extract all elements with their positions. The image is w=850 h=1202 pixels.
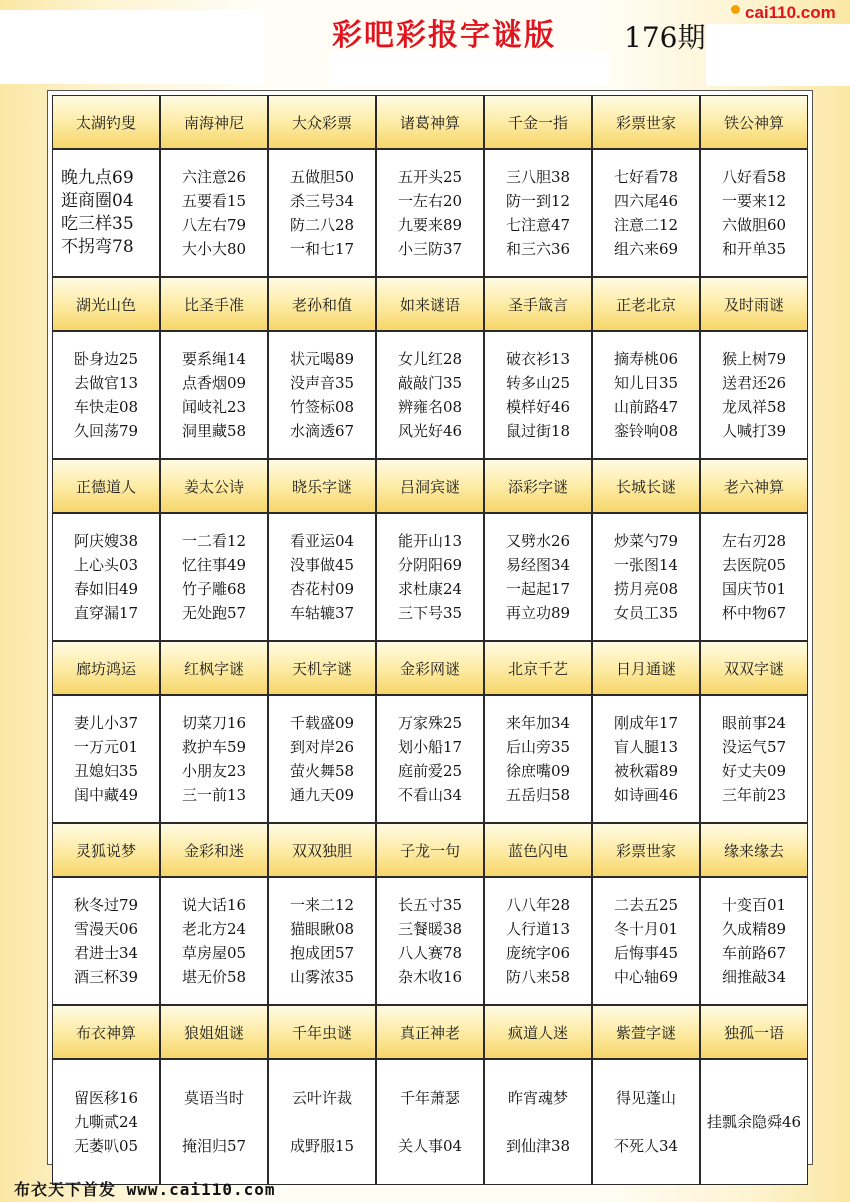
- footer-text: 布衣天下首发 www.cai110.com: [14, 1180, 276, 1199]
- riddle-cell: [700, 877, 808, 1005]
- riddle-line: 龙凤祥58: [721, 398, 787, 416]
- riddle-line: 君进士34: [73, 944, 139, 962]
- riddle-cell: [700, 1059, 808, 1185]
- riddle-line: 鼠过街18: [505, 422, 571, 440]
- riddle-line: 无处跑57: [181, 604, 247, 622]
- riddle-line: 转多山25: [505, 374, 571, 392]
- riddle-line: 杯中物67: [721, 604, 787, 622]
- riddle-line: 左右刃28: [721, 532, 787, 550]
- column-header: 添彩字谜: [484, 459, 592, 513]
- riddle-line: 小朋友23: [181, 762, 247, 780]
- column-header: 千年虫谜: [268, 1005, 376, 1059]
- riddle-line: 雪漫天06: [73, 920, 139, 938]
- riddle-line: 没声音35: [289, 374, 355, 392]
- riddle-line: 十变百01: [721, 896, 787, 914]
- riddle-cell: [160, 877, 268, 1005]
- riddle-line: 庭前爱25: [397, 762, 463, 780]
- riddle-line: 辨雍名08: [397, 398, 463, 416]
- riddle-cell: [592, 513, 700, 641]
- column-header: 老孙和值: [268, 277, 376, 331]
- riddle-line: [320, 1110, 325, 1134]
- riddle-line: 妻儿小37: [73, 714, 139, 732]
- riddle-line: 被秋霜89: [613, 762, 679, 780]
- riddle-line: 八左右79: [181, 216, 247, 234]
- riddle-cell: [700, 331, 808, 459]
- riddle-line: 三八胆38: [505, 168, 571, 186]
- riddle-line: 求杜康24: [397, 580, 463, 598]
- riddle-line: 一和七17: [289, 240, 355, 258]
- riddle-line: 冬十月01: [613, 920, 679, 938]
- white-patch-right: [706, 24, 850, 86]
- riddle-line: 去做官13: [73, 374, 139, 392]
- riddle-line: 车快走08: [73, 398, 139, 416]
- riddle-line: 直穿漏17: [73, 604, 139, 622]
- riddle-cell: [268, 1059, 376, 1185]
- riddle-line: 到对岸26: [289, 738, 355, 756]
- riddle-cell: [160, 149, 268, 277]
- riddle-cell: [592, 877, 700, 1005]
- riddle-line: 细推敲34: [721, 968, 787, 986]
- column-header: 大众彩票: [268, 95, 376, 149]
- riddle-line: 模样好46: [505, 398, 571, 416]
- riddle-line: [536, 1110, 541, 1134]
- riddle-line: 八人赛78: [397, 944, 463, 962]
- column-header: 彩票世家: [592, 823, 700, 877]
- riddle-line: 忆往事49: [181, 556, 247, 574]
- riddle-cell: [376, 513, 484, 641]
- riddle-line: 一二看12: [181, 532, 247, 550]
- riddle-line: 三年前23: [721, 786, 787, 804]
- riddle-line: 盲人腿13: [613, 738, 679, 756]
- column-header: 北京千艺: [484, 641, 592, 695]
- riddle-line: 千年萧瑟: [399, 1089, 460, 1107]
- riddle-cell: [268, 331, 376, 459]
- riddle-line: 如诗画46: [613, 786, 679, 804]
- column-header: 老六神算: [700, 459, 808, 513]
- riddle-cell: [268, 149, 376, 277]
- riddle-line: 不拐弯78: [61, 237, 134, 257]
- riddle-cell: [376, 149, 484, 277]
- riddle-line: 八好看58: [721, 168, 787, 186]
- column-header: 金彩和迷: [160, 823, 268, 877]
- riddle-cell: [592, 149, 700, 277]
- riddle-grid: [52, 95, 808, 1185]
- riddle-line: 敲敲门35: [397, 374, 463, 392]
- riddle-line: 猴上树79: [721, 350, 787, 368]
- riddle-line: 云叶许裁: [291, 1089, 352, 1107]
- riddle-line: 莫语当时: [183, 1089, 244, 1107]
- riddle-line: 万家殊25: [397, 714, 463, 732]
- column-header: 彩票世家: [592, 95, 700, 149]
- riddle-cell: [484, 695, 592, 823]
- riddle-line: 没运气57: [721, 738, 787, 756]
- riddle-line: 五要看15: [181, 192, 247, 210]
- column-header: 紫萱字谜: [592, 1005, 700, 1059]
- riddle-line: 大小大80: [181, 240, 247, 258]
- riddle-line: 二去五25: [613, 896, 679, 914]
- riddle-line: 一左右20: [397, 192, 463, 210]
- riddle-line: 说大话16: [181, 896, 247, 914]
- riddle-line: [428, 1110, 433, 1134]
- riddle-line: 又劈水26: [505, 532, 571, 550]
- column-header: 金彩网谜: [376, 641, 484, 695]
- riddle-line: 六注意26: [181, 168, 247, 186]
- riddle-cell: [700, 695, 808, 823]
- column-header: 及时雨谜: [700, 277, 808, 331]
- riddle-line: 春如旧49: [73, 580, 139, 598]
- column-header: 真正神老: [376, 1005, 484, 1059]
- riddle-line: 掩泪归57: [181, 1137, 247, 1155]
- column-header: 廊坊鸿运: [52, 641, 160, 695]
- riddle-line: 逛商圈04: [61, 191, 134, 211]
- riddle-line: 挂瓢余隐舜46: [706, 1113, 802, 1131]
- riddle-line: 国庆节01: [721, 580, 787, 598]
- riddle-cell: [52, 1059, 160, 1185]
- column-header: 双双字谜: [700, 641, 808, 695]
- column-header: 布衣神算: [52, 1005, 160, 1059]
- riddle-line: 去医院05: [721, 556, 787, 574]
- column-header: 吕洞宾谜: [376, 459, 484, 513]
- riddle-line: 防八来58: [505, 968, 571, 986]
- riddle-line: 萤火舞58: [289, 762, 355, 780]
- riddle-cell: [160, 1059, 268, 1185]
- riddle-line: 杏花村09: [289, 580, 355, 598]
- column-header: 灵狐说梦: [52, 823, 160, 877]
- riddle-line: 知儿日35: [613, 374, 679, 392]
- riddle-line: 八八年28: [505, 896, 571, 914]
- column-header: 双双独胆: [268, 823, 376, 877]
- riddle-line: 銮铃响08: [613, 422, 679, 440]
- riddle-line: 刚成年17: [613, 714, 679, 732]
- riddle-line: 能开山13: [397, 532, 463, 550]
- riddle-line: 女儿红28: [397, 350, 463, 368]
- riddle-line: 阿庆嫂38: [73, 532, 139, 550]
- riddle-line: 堪无价58: [181, 968, 247, 986]
- riddle-line: 抱成团57: [289, 944, 355, 962]
- riddle-line: 摘寿桃06: [613, 350, 679, 368]
- riddle-line: 老北方24: [181, 920, 247, 938]
- riddle-line: 三下号35: [397, 604, 463, 622]
- riddle-line: 留医移16: [73, 1089, 139, 1107]
- riddle-line: 山雾浓35: [289, 968, 355, 986]
- riddle-cell: [268, 513, 376, 641]
- riddle-cell: [376, 331, 484, 459]
- riddle-line: 七注意47: [505, 216, 571, 234]
- page-title: 彩吧彩报字谜版: [332, 18, 556, 53]
- riddle-line: 得见蓬山: [615, 1089, 676, 1107]
- riddle-line: 车前路67: [721, 944, 787, 962]
- riddle-line: 一要来12: [721, 192, 787, 210]
- riddle-line: 状元喝89: [289, 350, 355, 368]
- riddle-line: 千载盛09: [289, 714, 355, 732]
- riddle-cell: [376, 1059, 484, 1185]
- riddle-line: 划小船17: [397, 738, 463, 756]
- riddle-cell: [52, 877, 160, 1005]
- column-header: 独孤一语: [700, 1005, 808, 1059]
- riddle-line: 成野服15: [289, 1137, 355, 1155]
- riddle-line: 炒菜勺79: [613, 532, 679, 550]
- column-header: 缘来缘去: [700, 823, 808, 877]
- riddle-line: 无萎叭05: [73, 1137, 139, 1155]
- riddle-line: 猫眼瞅08: [289, 920, 355, 938]
- column-header: 千金一指: [484, 95, 592, 149]
- riddle-line: 送君还26: [721, 374, 787, 392]
- riddle-line: 四六尾46: [613, 192, 679, 210]
- riddle-line: 到仙津38: [505, 1137, 571, 1155]
- riddle-cell: [52, 331, 160, 459]
- riddle-line: 来年加34: [505, 714, 571, 732]
- riddle-line: 水滴透67: [289, 422, 355, 440]
- white-patch-center: [330, 52, 610, 86]
- riddle-line: 中心轴69: [613, 968, 679, 986]
- column-header: 天机字谜: [268, 641, 376, 695]
- riddle-line: 山前路47: [613, 398, 679, 416]
- riddle-line: 昨宵魂梦: [507, 1089, 568, 1107]
- riddle-line: 一来二12: [289, 896, 355, 914]
- riddle-line: 九嘶贰24: [73, 1113, 139, 1131]
- riddle-line: 通九天09: [289, 786, 355, 804]
- riddle-line: 救护车59: [181, 738, 247, 756]
- riddle-line: 七好看78: [613, 168, 679, 186]
- riddle-line: 好丈夫09: [721, 762, 787, 780]
- riddle-line: 车轱辘37: [289, 604, 355, 622]
- column-header: 南海神尼: [160, 95, 268, 149]
- riddle-cell: [484, 513, 592, 641]
- riddle-table: [47, 90, 813, 1165]
- riddle-line: 五做胆50: [289, 168, 355, 186]
- riddle-line: 不看山34: [397, 786, 463, 804]
- riddle-line: 易经图34: [505, 556, 571, 574]
- riddle-cell: [52, 149, 160, 277]
- riddle-line: 和三六36: [505, 240, 571, 258]
- column-header: 正老北京: [592, 277, 700, 331]
- riddle-line: 三餐暖38: [397, 920, 463, 938]
- site-name: cai110.com: [745, 3, 836, 22]
- site-logo-icon: [731, 5, 740, 14]
- column-header: 长城长谜: [592, 459, 700, 513]
- column-header: 红枫字谜: [160, 641, 268, 695]
- riddle-line: 九要来89: [397, 216, 463, 234]
- column-header: 湖光山色: [52, 277, 160, 331]
- riddle-line: 丑媳妇35: [73, 762, 139, 780]
- riddle-line: 注意二12: [613, 216, 679, 234]
- riddle-line: 一万元01: [73, 738, 139, 756]
- riddle-line: 看亚运04: [289, 532, 355, 550]
- riddle-line: 长五寸35: [397, 896, 463, 914]
- riddle-line: 杂木收16: [397, 968, 463, 986]
- riddle-line: 久成精89: [721, 920, 787, 938]
- column-header: 正德道人: [52, 459, 160, 513]
- riddle-cell: [484, 1059, 592, 1185]
- riddle-line: 破衣衫13: [505, 350, 571, 368]
- riddle-line: 分阴阳69: [397, 556, 463, 574]
- riddle-line: 眼前事24: [721, 714, 787, 732]
- riddle-line: 秋冬过79: [73, 896, 139, 914]
- column-header: 圣手箴言: [484, 277, 592, 331]
- column-header: 狼姐姐谜: [160, 1005, 268, 1059]
- riddle-line: 捞月亮08: [613, 580, 679, 598]
- riddle-cell: [592, 331, 700, 459]
- riddle-cell: [52, 695, 160, 823]
- riddle-line: 吃三样35: [61, 214, 134, 234]
- riddle-line: 后山旁35: [505, 738, 571, 756]
- column-header: 日月通谜: [592, 641, 700, 695]
- riddle-line: 没事做45: [289, 556, 355, 574]
- white-patch-left: [0, 10, 264, 84]
- riddle-cell: [700, 149, 808, 277]
- riddle-line: 要系绳14: [181, 350, 247, 368]
- column-header: 疯道人迷: [484, 1005, 592, 1059]
- riddle-line: 关人事04: [397, 1137, 463, 1155]
- riddle-cell: [484, 149, 592, 277]
- riddle-line: 竹签标08: [289, 398, 355, 416]
- riddle-line: 上心头03: [73, 556, 139, 574]
- riddle-line: 一张图14: [613, 556, 679, 574]
- riddle-line: 闻岐礼23: [181, 398, 247, 416]
- riddle-line: 徐庶嘴09: [505, 762, 571, 780]
- riddle-line: 六做胆60: [721, 216, 787, 234]
- riddle-line: 洞里藏58: [181, 422, 247, 440]
- column-header: 蓝色闪电: [484, 823, 592, 877]
- column-header: 姜太公诗: [160, 459, 268, 513]
- riddle-cell: [160, 513, 268, 641]
- riddle-line: 风光好46: [397, 422, 463, 440]
- riddle-cell: [268, 695, 376, 823]
- riddle-line: 杀三号34: [289, 192, 355, 210]
- riddle-cell: [484, 331, 592, 459]
- riddle-line: 五开头25: [397, 168, 463, 186]
- riddle-line: 竹子雕68: [181, 580, 247, 598]
- riddle-line: 防一到12: [505, 192, 571, 210]
- riddle-line: [644, 1110, 649, 1134]
- issue-number: 176期: [624, 21, 706, 54]
- column-header: 子龙一句: [376, 823, 484, 877]
- riddle-line: 小三防37: [397, 240, 463, 258]
- riddle-line: 和开单35: [721, 240, 787, 258]
- riddle-cell: [376, 877, 484, 1005]
- riddle-cell: [700, 513, 808, 641]
- riddle-line: 晚九点69: [61, 168, 134, 188]
- riddle-line: 久回荡79: [73, 422, 139, 440]
- riddle-cell: [592, 1059, 700, 1185]
- column-header: 晓乐字谜: [268, 459, 376, 513]
- riddle-cell: [160, 331, 268, 459]
- riddle-cell: [268, 877, 376, 1005]
- riddle-line: 酒三杯39: [73, 968, 139, 986]
- riddle-line: 草房屋05: [181, 944, 247, 962]
- riddle-line: 再立功89: [505, 604, 571, 622]
- riddle-line: 后悔事45: [613, 944, 679, 962]
- column-header: 太湖钓叟: [52, 95, 160, 149]
- riddle-line: 卧身边25: [73, 350, 139, 368]
- column-header: 诸葛神算: [376, 95, 484, 149]
- riddle-cell: [376, 695, 484, 823]
- riddle-line: 一起起17: [505, 580, 571, 598]
- riddle-cell: [484, 877, 592, 1005]
- column-header: 比圣手准: [160, 277, 268, 331]
- riddle-line: 人喊打39: [721, 422, 787, 440]
- riddle-line: 庞统字06: [505, 944, 571, 962]
- riddle-cell: [52, 513, 160, 641]
- riddle-line: 组六来69: [613, 240, 679, 258]
- riddle-cell: [592, 695, 700, 823]
- riddle-line: 点香烟09: [181, 374, 247, 392]
- riddle-cell: [160, 695, 268, 823]
- riddle-line: 不死人34: [613, 1137, 679, 1155]
- riddle-line: [212, 1110, 217, 1134]
- riddle-line: 三一前13: [181, 786, 247, 804]
- column-header: 铁公神算: [700, 95, 808, 149]
- column-header: 如来谜语: [376, 277, 484, 331]
- riddle-line: 女员工35: [613, 604, 679, 622]
- riddle-line: 切菜刀16: [181, 714, 247, 732]
- riddle-line: 五岳归58: [505, 786, 571, 804]
- riddle-line: 人行道13: [505, 920, 571, 938]
- riddle-line: 防二八28: [289, 216, 355, 234]
- riddle-line: 闺中藏49: [73, 786, 139, 804]
